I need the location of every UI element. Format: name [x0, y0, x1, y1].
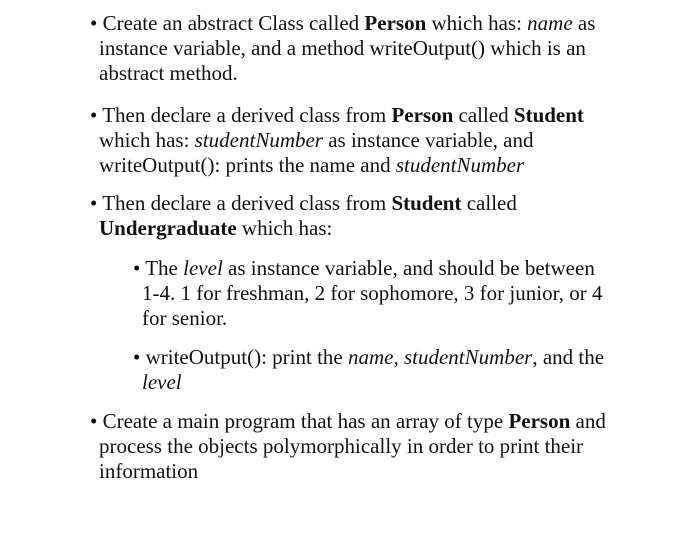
text-run: which has:: [99, 128, 195, 152]
text-run: writeOutput(): print the: [145, 345, 348, 369]
text-line: [99, 216, 635, 241]
text-line: [99, 434, 635, 459]
text-line: [99, 128, 635, 153]
bullet-item-2-text: [90, 103, 635, 178]
bullet-item-3: [75, 191, 635, 241]
text-run: writeOutput(): prints the name and: [99, 153, 396, 177]
sub-bullet-item-2: [119, 345, 639, 395]
bullet-item-2: [75, 103, 635, 178]
italic-run: name: [527, 11, 573, 35]
bullet-dot: •: [90, 11, 98, 35]
text-line: [90, 191, 635, 216]
text-run: Then declare a derived class from: [102, 103, 392, 127]
text-line: [90, 103, 635, 128]
bullet-dot: •: [90, 409, 98, 433]
sub-bullet-item-2-text: [133, 345, 639, 395]
bullet-item-1: [75, 11, 635, 86]
text-run: , and the: [532, 345, 605, 369]
text-run: for senior.: [142, 306, 228, 330]
italic-run: level: [183, 256, 223, 280]
italic-run: level: [142, 370, 182, 394]
text-line: [99, 36, 635, 61]
text-run: called: [461, 191, 517, 215]
text-run: 1-4. 1 for freshman, 2 for sophomore, 3 for junior, or 4: [142, 281, 603, 305]
text-run: as: [572, 11, 596, 35]
bold-run: Student: [513, 103, 584, 127]
italic-run: name: [347, 345, 394, 369]
text-line: [99, 459, 635, 484]
text-line: [133, 256, 639, 281]
bold-run: Undergraduate: [99, 216, 237, 240]
text-run: Then declare a derived class from: [102, 191, 392, 215]
text-run: Create a main program that has an array of type: [102, 409, 509, 433]
text-run: instance variable, and a method writeOutput() which is an: [99, 36, 586, 60]
bold-run: Person: [508, 409, 571, 433]
text-run: and: [570, 409, 606, 433]
bullet-item-3-text: [90, 191, 635, 241]
text-line: [99, 61, 635, 86]
text-line: [99, 153, 635, 178]
text-line: [133, 345, 639, 370]
bold-run: Person: [364, 11, 427, 35]
text-run: information: [99, 459, 199, 483]
italic-run: studentNumber: [395, 153, 525, 177]
text-run: The: [145, 256, 184, 280]
bullet-item-4: [75, 409, 635, 484]
text-line: [90, 409, 635, 434]
text-line: [90, 11, 635, 36]
text-line: [142, 306, 639, 331]
text-line: [142, 370, 639, 395]
bullet-dot: •: [90, 191, 98, 215]
text-run: which has:: [426, 11, 528, 35]
bullet-dot: •: [133, 345, 141, 369]
text-run: process the objects polymorphically in order to print their: [99, 434, 584, 458]
bullet-item-4-text: [90, 409, 635, 484]
text-run: called: [453, 103, 514, 127]
text-run: abstract method.: [99, 61, 238, 85]
text-run: which has:: [236, 216, 333, 240]
sub-bullet-item-1-text: [133, 256, 639, 331]
text-run: as instance variable, and should be between: [222, 256, 595, 280]
bold-run: Student: [391, 191, 462, 215]
text-run: ,: [393, 345, 404, 369]
text-run: as instance variable, and: [322, 128, 534, 152]
italic-run: studentNumber: [403, 345, 533, 369]
text-run: Create an abstract Class called: [102, 11, 365, 35]
bold-run: Person: [391, 103, 454, 127]
bullet-dot: •: [90, 103, 98, 127]
text-line: [142, 281, 639, 306]
bullet-item-1-text: [90, 11, 635, 86]
bullet-dot: •: [133, 256, 141, 280]
italic-run: studentNumber: [194, 128, 323, 152]
sub-bullet-item-1: [119, 256, 639, 331]
